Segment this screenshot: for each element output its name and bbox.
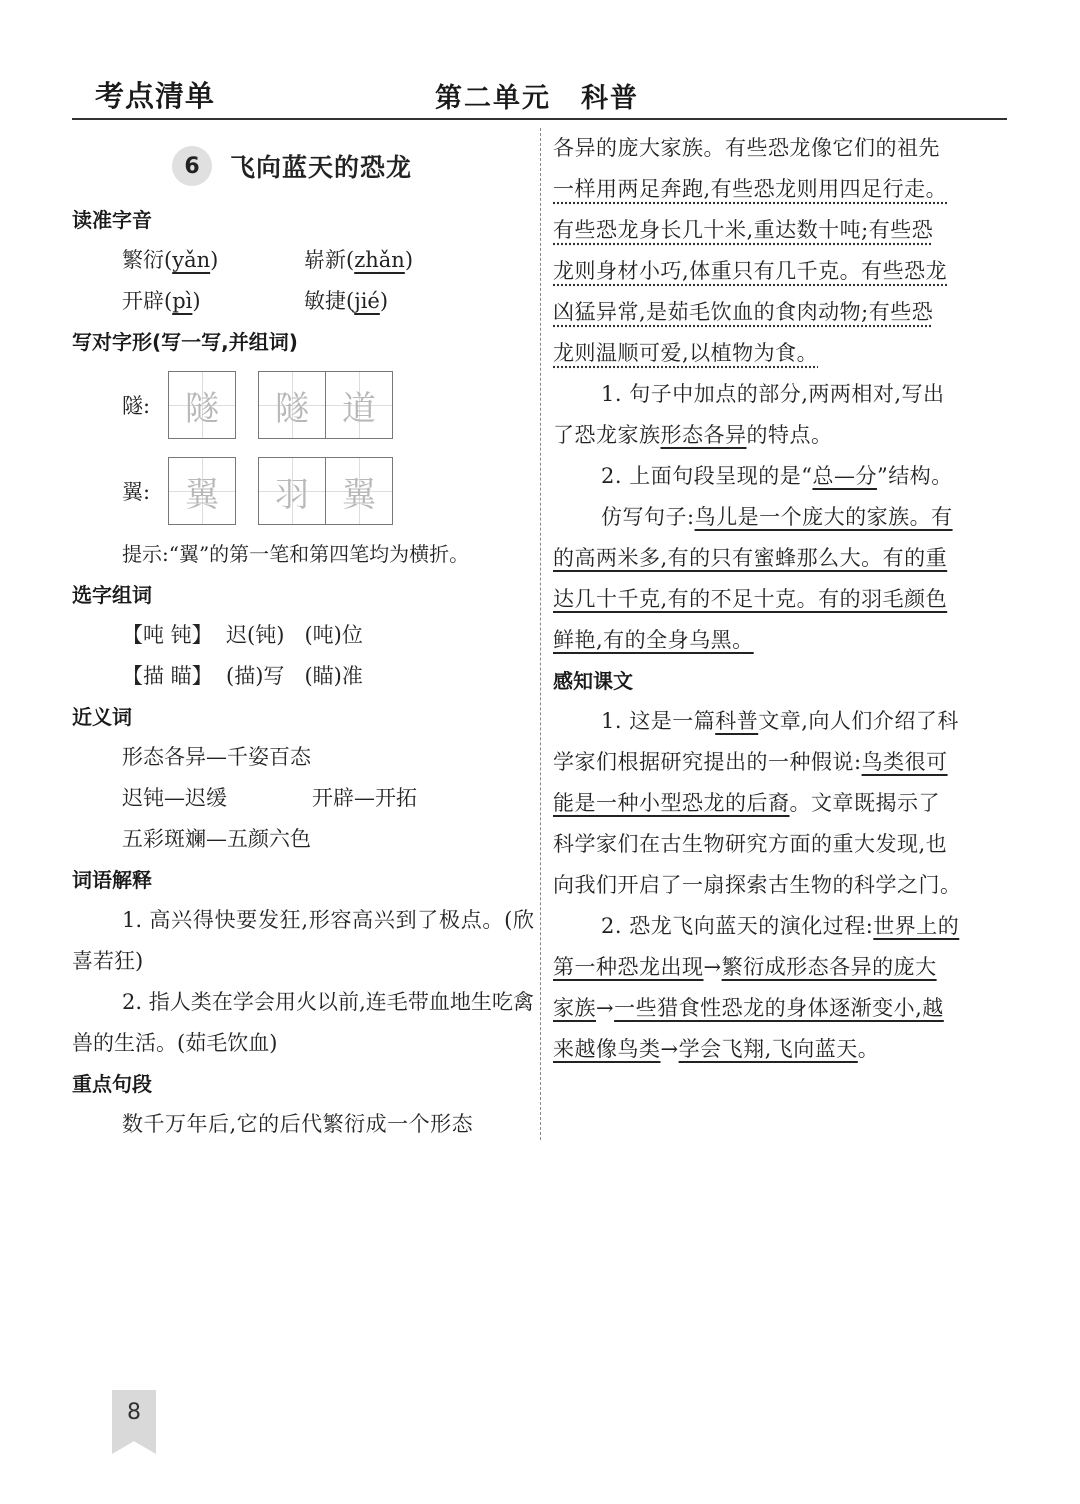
section-explain: 词语解释 [72,868,152,892]
synonym-line: 五彩斑斓—五颜六色 [122,827,311,851]
writing-cell: 道 [326,371,393,439]
writing-label: 隧: [122,394,151,418]
lesson-number-badge: 6 [172,146,212,186]
pronunciation-row [72,281,534,322]
lesson-name: 飞向蓝天的恐龙 [230,153,413,182]
perceive-line: 学家们根据研究提出的一种假说:鸟类很可 [553,750,948,774]
key-passage-line: 一样用两足奔跑,有些恐龙则用四足行走。 [553,177,948,201]
header-divider [72,118,1007,120]
key-passage-line: 各异的庞大家族。有些恐龙像它们的祖先 [553,136,940,160]
key-passage-line: 龙则温顺可爱,以植物为食。 [553,341,819,365]
header-left-title: 考点清单 [95,79,216,113]
imitate-line: 鲜艳,有的全身乌黑。 [553,628,754,652]
section-key: 重点句段 [72,1072,152,1096]
perceive-line: 2. 恐龙飞向蓝天的演化过程:世界上的 [601,914,960,938]
imitate-line: 仿写句子:鸟儿是一个庞大的家族。有 [601,505,953,529]
explain-item: 1. 高兴得快要发狂,形容高兴到了极点。(欣喜若狂) [72,908,534,973]
explain-item: 2. 指人类在学会用火以前,连毛带血地生吃禽兽的生活。(茹毛饮血) [72,990,534,1055]
section-pronunciation: 读准字音 [72,208,152,232]
page-number: 8 [127,1400,141,1425]
arrow-icon: → [703,955,722,979]
imitate-line: 的高两米多,有的只有蜜蜂那么大。有的重 [553,546,948,570]
imitate-line: 达几十千克,有的不足十克。有的羽毛颜色 [553,587,948,611]
arrow-icon: → [660,1037,679,1061]
key-passage-line: 龙则身材小巧,体重只有几千克。有些恐龙 [553,259,948,283]
column-divider [540,128,541,1140]
header-unit-title [435,76,639,115]
subject-label: 科普 [581,83,639,114]
writing-cell: 翼 [326,457,393,525]
question-line: 2. 上面句段呈现的是“总—分”结构。 [601,464,953,488]
perceive-line: 1. 这是一篇科普文章,向人们介绍了科 [601,709,959,733]
key-passage-line: 凶猛异常,是茹毛饮血的食肉动物;有些恐 [553,300,934,324]
section-choose: 选字组词 [72,583,152,607]
right-column [553,128,1008,1070]
writing-word-cells [258,457,393,525]
question-line: 了恐龙家族形态各异的特点。 [553,423,833,447]
pronunciation-item: 开辟(pì) [122,289,201,313]
perceive-line: 能是一种小型恐龙的后裔。文章既揭示了 [553,791,940,815]
question-line: 1. 句子中加点的部分,两两相对,写出 [601,382,945,406]
perceive-line: 家族→一些猎食性恐龙的身体逐渐变小,越 [553,996,944,1020]
section-synonyms: 近义词 [72,705,132,729]
writing-cell: 羽 [258,457,326,525]
choose-row: 【吨 钝】 迟(钝) (吨)位 [122,623,363,647]
perceive-line: 第一种恐龙出现→繁衍成形态各异的庞大 [553,955,937,979]
pronunciation-item: 繁衍(yǎn) [122,248,219,272]
writing-cell: 翼 [168,457,236,525]
synonym-line: 形态各异—千姿百态 [122,745,311,769]
section-writing: 写对字形(写一写,并组词) [72,330,298,354]
arrow-icon: → [596,996,615,1020]
pronunciation-row [72,240,534,281]
perceive-line: 来越像鸟类→学会飞翔,飞向蓝天。 [553,1037,880,1061]
pronunciation-item: 敏捷(jié) [304,289,389,313]
perceive-line: 科学家们在古生物研究方面的重大发现,也 [553,832,948,856]
section-perceive: 感知课文 [553,669,633,693]
perceive-line: 向我们开启了一扇探索古生物的科学之门。 [553,873,962,897]
synonym-line: 迟钝—迟缓 开辟—开拓 [122,786,417,810]
writing-row [72,448,534,534]
key-passage-start: 数千万年后,它的后代繁衍成一个形态 [122,1112,474,1136]
writing-cell: 隧 [258,371,326,439]
left-column [72,142,534,1145]
writing-row [72,362,534,448]
writing-note: 提示:“翼”的第一笔和第四笔均为横折。 [122,542,470,566]
writing-label: 翼: [122,480,151,504]
choose-row: 【描 瞄】 (描)写 (瞄)准 [122,664,363,688]
pronunciation-item: 崭新(zhǎn) [304,248,414,272]
key-passage-line: 有些恐龙身长几十米,重达数十吨;有些恐 [553,218,934,242]
lesson-title [172,142,534,190]
unit-label: 第二单元 [435,83,551,114]
writing-cell: 隧 [168,371,236,439]
writing-word-cells [258,371,393,439]
